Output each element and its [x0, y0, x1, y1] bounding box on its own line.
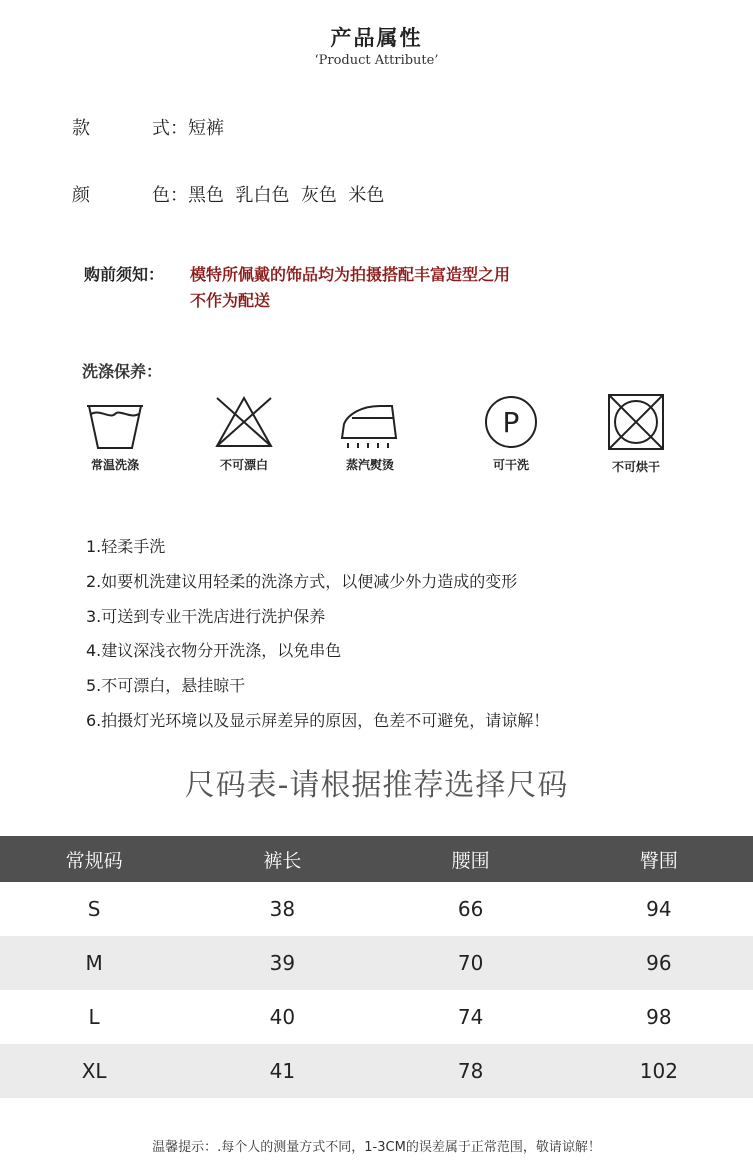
- care-label: 可干洗: [492, 458, 529, 472]
- attribute-key-b: 式：: [152, 118, 188, 139]
- table-cell: XL: [0, 1044, 188, 1098]
- column-header: 臀围: [565, 836, 753, 882]
- care-tips-list: [86, 535, 549, 744]
- no-tumble-dry-icon: [606, 392, 666, 452]
- size-chart-title: 尺码表-请根据推荐选择尺码: [184, 768, 569, 803]
- care-item: [60, 398, 170, 473]
- table-cell: 94: [646, 897, 672, 921]
- attribute-key-a: 款: [72, 118, 90, 139]
- table-cell: S: [87, 897, 101, 921]
- no-bleach-icon: [213, 394, 275, 450]
- attribute-value: 黑色 乳白色 灰色 米色: [188, 185, 385, 206]
- attribute-color-row: [72, 181, 384, 207]
- care-tip: 5.不可漂白，悬挂晾干: [86, 676, 246, 696]
- table-cell: 102: [565, 1044, 753, 1098]
- care-item: [189, 394, 299, 473]
- care-label: 常温洗涤: [90, 458, 139, 472]
- table-cell: 96: [565, 936, 753, 990]
- attribute-key-b: 色：: [152, 185, 188, 206]
- care-item: [315, 396, 425, 473]
- care-label: 不可漂白: [219, 458, 268, 472]
- table-cell: 41: [188, 1044, 376, 1098]
- attribute-value: 短裤: [188, 118, 224, 139]
- attribute-key-a: 颜: [72, 185, 90, 206]
- wash-tub-icon: [84, 398, 146, 450]
- notice-label: 购前须知：: [84, 265, 165, 284]
- column-header: 常规码: [0, 836, 188, 882]
- care-tip: 4.建议深浅衣物分开洗涤，以免串色: [86, 641, 342, 661]
- page-title: 产品属性: [330, 26, 423, 50]
- care-tip: 6.拍摄灯光环境以及显示屏差异的原因，色差不可避免，请谅解！: [86, 710, 550, 730]
- table-cell: 78: [377, 1044, 565, 1098]
- dry-clean-p-icon: [483, 394, 539, 450]
- care-tip: 1.轻柔手洗: [86, 537, 166, 556]
- table-row: [0, 1044, 753, 1098]
- svg-text:P: P: [502, 406, 520, 439]
- table-row: [0, 936, 753, 990]
- footer-note: 温馨提示：.每个人的测量方式不同，1-3CM的误差属于正常范围，敬请谅解！: [152, 1140, 601, 1155]
- column-header: 腰围: [377, 836, 565, 882]
- care-label: 不可烘干: [611, 460, 660, 474]
- table-cell: 74: [457, 1005, 484, 1029]
- table-cell: 39: [188, 936, 376, 990]
- table-cell: L: [88, 1005, 100, 1029]
- notice-line: 模特所佩戴的饰品均为拍摄搭配丰富造型之用: [190, 265, 511, 284]
- care-tip: 3.可送到专业干洗店进行洗护保养: [86, 606, 326, 626]
- size-table-header: [0, 836, 753, 882]
- table-cell: 40: [269, 1005, 296, 1029]
- care-item: [456, 394, 566, 473]
- page-subtitle: ‘Product Attribute’: [314, 53, 439, 68]
- care-item: [581, 392, 691, 475]
- care-tip: 2.如要机洗建议用轻柔的洗涤方式，以便减少外力造成的变形: [86, 571, 518, 591]
- table-cell: 66: [457, 897, 484, 921]
- table-cell: 70: [377, 936, 565, 990]
- table-row: [0, 990, 753, 1044]
- notice-line: 不作为配送: [190, 291, 271, 310]
- table-cell: 98: [646, 1005, 672, 1029]
- table-cell: 38: [269, 897, 296, 921]
- care-label: 蒸汽熨烫: [345, 458, 394, 472]
- care-title: 洗涤保养：: [82, 362, 163, 381]
- steam-iron-icon: [338, 396, 402, 450]
- size-table: [0, 836, 753, 1098]
- attribute-style-row: [72, 114, 224, 140]
- column-header: 裤长: [188, 836, 376, 882]
- table-cell: M: [0, 936, 188, 990]
- table-row: [0, 882, 753, 936]
